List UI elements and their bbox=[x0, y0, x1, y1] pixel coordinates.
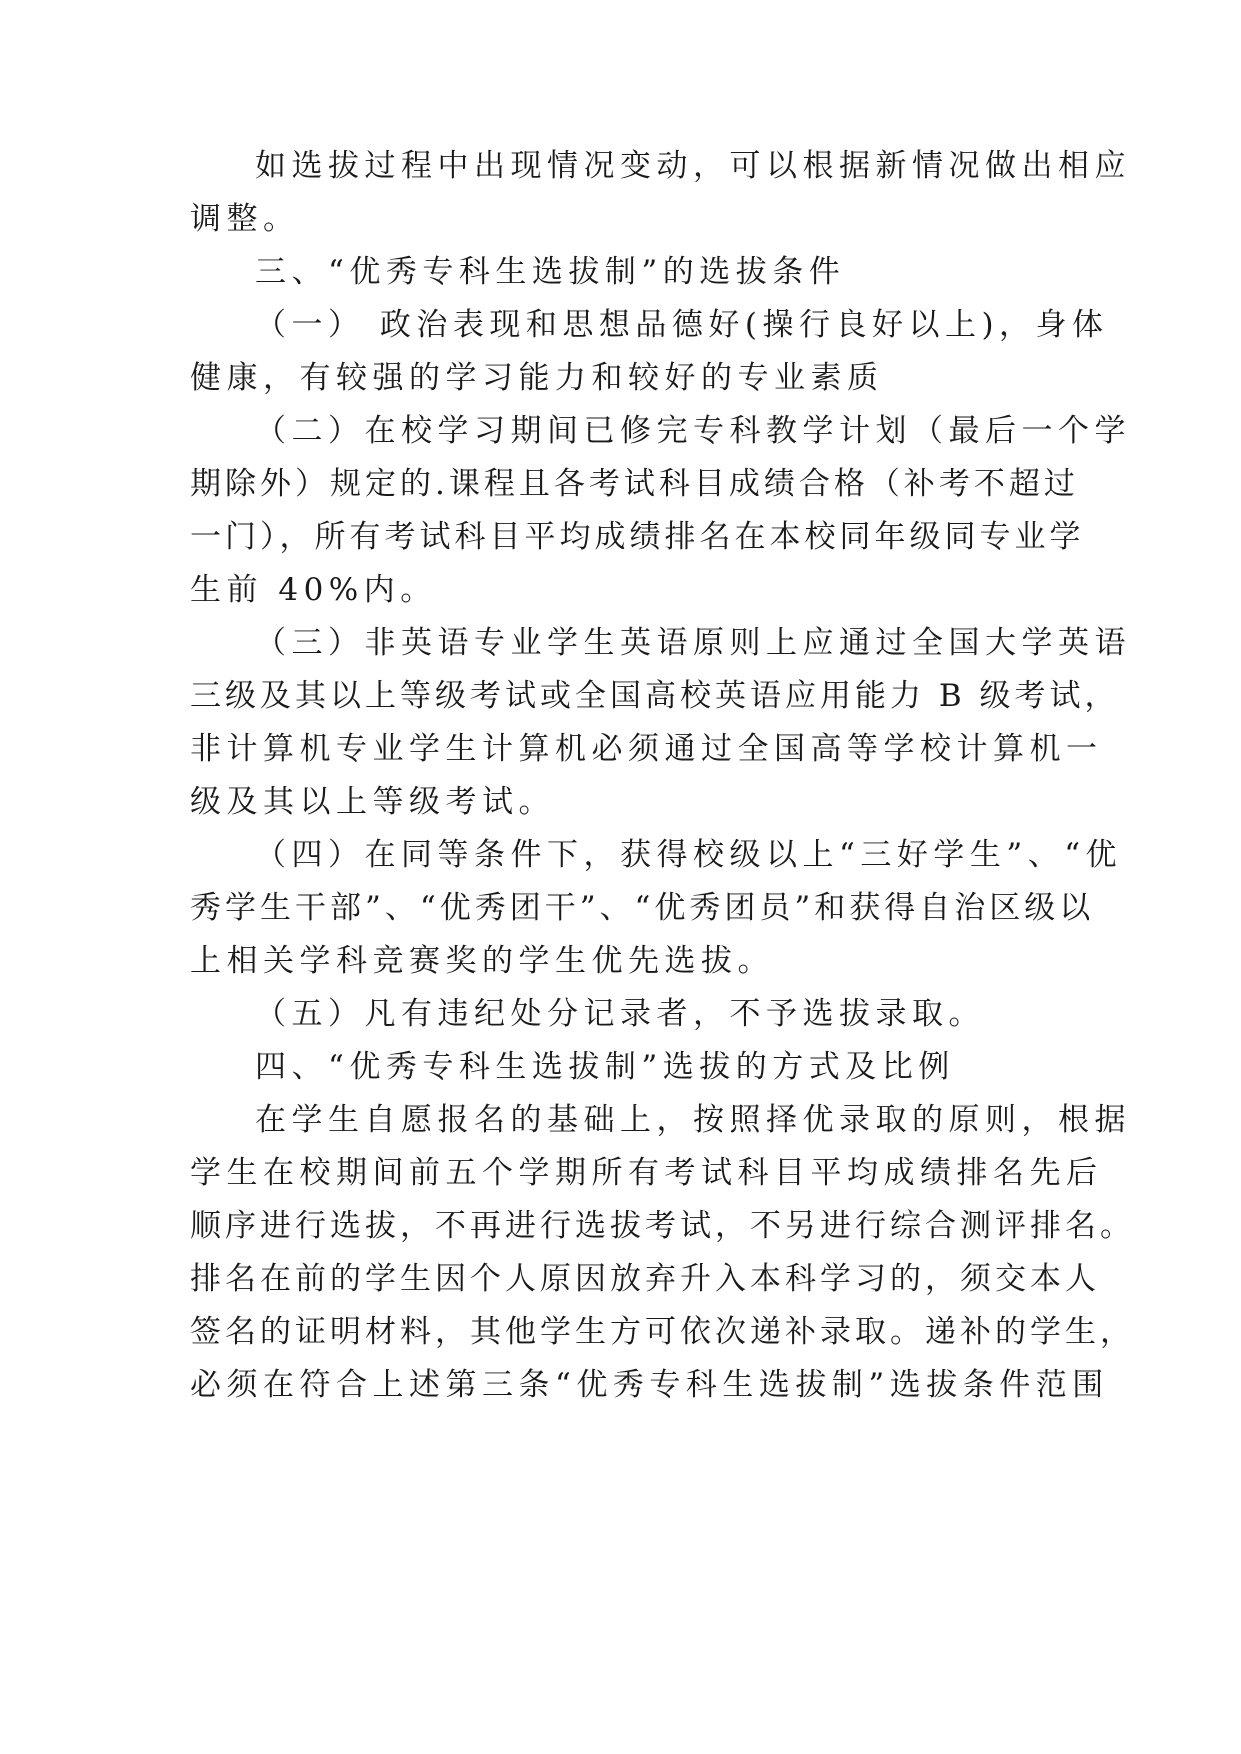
paragraph-line: 非计算机专业学生计算机必须通过全国高等学校计算机一 bbox=[190, 731, 1103, 767]
paragraph-line: 在学生自愿报名的基础上，按照择优录取的原则，根据 bbox=[255, 1102, 1131, 1138]
paragraph-line: （二）在校学习期间已修完专科教学计划（最后一个学 bbox=[255, 413, 1131, 449]
paragraph-line: 健康，有较强的学习能力和较好的专业素质 bbox=[190, 360, 884, 396]
paragraph-line: （五）凡有违纪处分记录者，不予选拔录取。 bbox=[255, 996, 985, 1032]
paragraph-line: 级及其以上等级考试。 bbox=[190, 784, 555, 820]
paragraph-line: 排名在前的学生因个人原因放弃升入本科学习的，须交本人 bbox=[190, 1261, 1100, 1297]
paragraph-line: （三）非英语专业学生英语原则上应通过全国大学英语 bbox=[255, 625, 1131, 661]
paragraph-line: （一） 政治表现和思想品德好(操行良好以上)，身体 bbox=[255, 307, 1109, 343]
section-heading: 四、“优秀专科生选拔制”选拔的方式及比例 bbox=[255, 1049, 955, 1085]
paragraph-line: 期除外）规定的.课程且各考试科目成绩合格（补考不超过 bbox=[190, 466, 1079, 502]
paragraph-line: 上相关学科竞赛奖的学生优先选拔。 bbox=[190, 943, 774, 979]
section-heading: 三、“优秀专科生选拔制”的选拔条件 bbox=[255, 254, 846, 290]
paragraph-line: 调整。 bbox=[190, 201, 300, 237]
paragraph-line: 三级及其以上等级考试或全国高校英语应用能力 B 级考试， bbox=[190, 678, 1120, 714]
paragraph-line: 如选拔过程中出现情况变动，可以根据新情况做出相应 bbox=[255, 148, 1131, 184]
paragraph-line: 生前 40%内。 bbox=[190, 572, 437, 608]
paragraph-line: 必须在符合上述第三条“优秀专科生选拔制”选拔条件范围 bbox=[190, 1367, 1109, 1403]
paragraph-line: 顺序进行选拔，不再进行选拔考试，不另进行综合测评排名。 bbox=[190, 1208, 1135, 1244]
paragraph-line: （四）在同等条件下，获得校级以上“三好学生”、“优 bbox=[255, 837, 1123, 873]
paragraph-line: 学生在校期间前五个学期所有考试科目平均成绩排名先后 bbox=[190, 1155, 1103, 1191]
paragraph-line: 签名的证明材料，其他学生方可依次递补录取。递补的学生， bbox=[190, 1314, 1135, 1350]
paragraph-line: 秀学生干部”、“优秀团干”、“优秀团员”和获得自治区级以 bbox=[190, 890, 1095, 926]
paragraph-line: 一门），所有考试科目平均成绩排名在本校同年级同专业学 bbox=[190, 519, 1085, 555]
